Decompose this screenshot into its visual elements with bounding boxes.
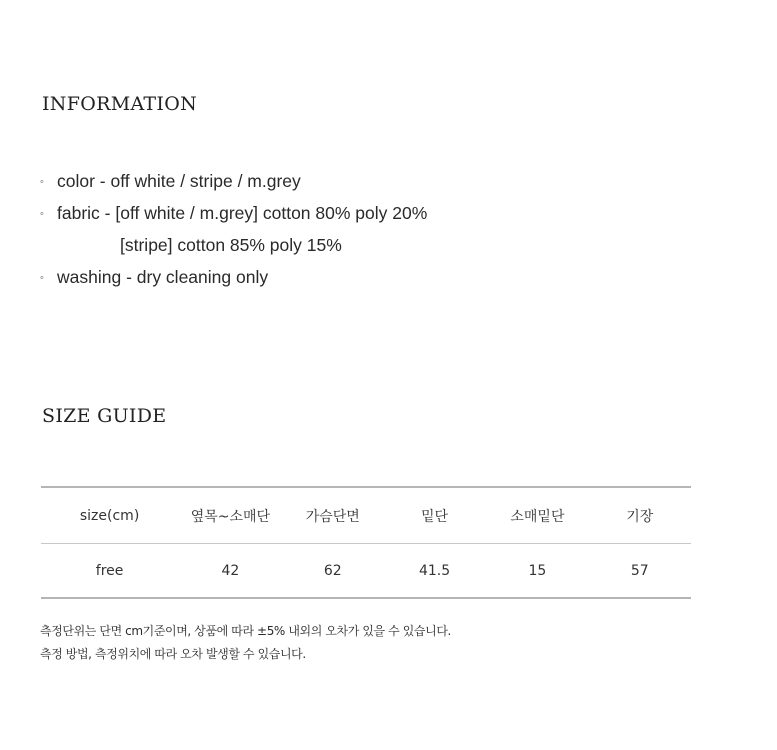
table-header-cell: 소매밑단 xyxy=(486,487,588,544)
table-header-row xyxy=(41,487,691,544)
info-item-text: color - off white / stripe / m.grey xyxy=(57,171,301,191)
table-cell: free xyxy=(41,544,178,599)
table-header-cell: 밑단 xyxy=(383,487,486,544)
information-title: INFORMATION xyxy=(42,93,198,115)
table-cell: 41.5 xyxy=(383,544,486,599)
table-cell: 62 xyxy=(283,544,383,599)
bullet-icon: ◦ xyxy=(40,208,44,220)
note-line: 측정단위는 단면 cm기준이며, 상품에 따라 ±5% 내외의 오차가 있을 수 있습니다. xyxy=(40,624,451,638)
size-guide-title: SIZE GUIDE xyxy=(42,405,167,427)
info-item-text: fabric - [off white / m.grey] cotton 80% poly 20% xyxy=(57,203,428,223)
table-cell: 57 xyxy=(589,544,691,599)
size-table xyxy=(41,486,691,599)
table-header-cell: 기장 xyxy=(589,487,691,544)
info-item-text: washing - dry cleaning only xyxy=(57,267,269,287)
note-line: 측정 방법, 측정위치에 따라 오차 발생할 수 있습니다. xyxy=(40,647,306,661)
information-list xyxy=(40,168,427,296)
table-header-cell: 옆목~소매단 xyxy=(178,487,282,544)
table-cell: 15 xyxy=(486,544,588,599)
info-item-color xyxy=(40,168,427,200)
table-header-cell: 가슴단면 xyxy=(283,487,383,544)
table-cell: 42 xyxy=(178,544,282,599)
measurement-notes xyxy=(40,620,451,666)
bullet-icon: ◦ xyxy=(40,176,44,188)
bullet-icon: ◦ xyxy=(40,272,44,284)
info-item-fabric-continuation xyxy=(40,232,427,264)
table-row xyxy=(41,544,691,599)
table-header-cell: size(cm) xyxy=(41,487,178,544)
info-item-washing xyxy=(40,264,427,296)
info-item-fabric xyxy=(40,200,427,232)
info-item-text: [stripe] cotton 85% poly 15% xyxy=(120,235,342,255)
